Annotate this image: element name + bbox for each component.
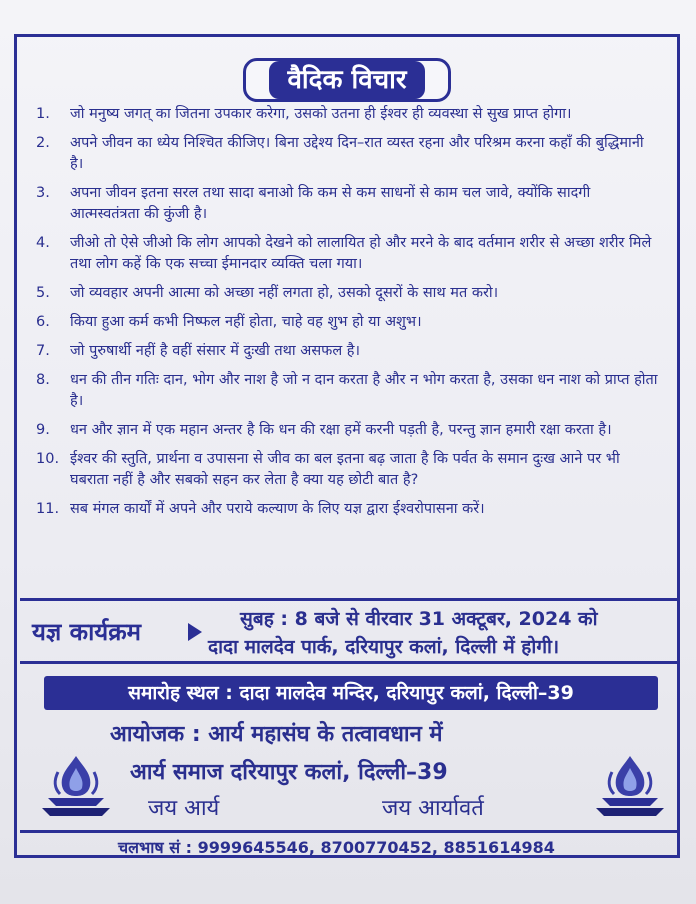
thought-item (30, 133, 660, 175)
thought-item (30, 420, 660, 441)
thought-item (30, 283, 660, 304)
thought-text: जो पुरुषार्थी नहीं है वहीं संसार में दुःखी तथा असफल है। (70, 343, 360, 359)
thought-text: किया हुआ कर्म कभी निष्फल नहीं होता, चाहे वह शुभ हो या अशुभ। (70, 314, 422, 330)
thought-item (30, 312, 660, 333)
thought-number: 8. (36, 372, 50, 388)
thought-item (30, 449, 660, 491)
thought-number: 6. (36, 314, 50, 330)
thought-text: अपने जीवन का ध्येय निश्चित कीजिए। बिना उद्देश्य दिन–रात व्यस्त रहना और परिश्रम करना कहाँ की बुद्धिमानी है। (70, 135, 644, 172)
thought-item (30, 104, 660, 125)
thought-text: जीओ तो ऐसे जीओ कि लोग आपको देखने को लालायित हो और मरने के बाद वर्तमान शरीर से अच्छा शरीर मिले तथा लोग कहें कि एक सच्चा ईमानदार व्यक्ति चला गया। (70, 235, 652, 272)
thought-number: 2. (36, 135, 50, 151)
thought-number: 3. (36, 185, 50, 201)
thought-number: 11. (36, 501, 60, 517)
slogan-right: जय आर्यावर्त (382, 796, 484, 821)
thought-item (30, 341, 660, 362)
yagya-time: सुबह : 8 बजे से वीरवार 31 अक्टूबर, 2024 को (240, 608, 598, 630)
thought-text: धन की तीन गतिः दान, भोग और नाश है जो न दान करता है और न भोग करता है, उसका धन नाश को प्राप्त होता है। (70, 372, 658, 409)
thought-text: जो मनुष्य जगत् का जितना उपकार करेगा, उसको उतना ही ईश्वर ही व्यवस्था से सुख प्राप्त होगा। (70, 106, 572, 122)
organizer-line-1: आयोजक : आर्य महासंघ के तत्वावधान में (110, 722, 443, 747)
venue-banner: समारोह स्थल : दादा मालदेव मन्दिर, दरियापुर कलां, दिल्ली–39 (44, 676, 658, 710)
thought-text: ईश्वर की स्तुति, प्रार्थना व उपासना से जीव का बल इतना बढ़ जाता है कि पर्वत के समान दुःख आने पर भी घबराता नहीं है और सबको सहन कर लेता है क्या यह छोटी बात है? (70, 451, 620, 488)
thought-item (30, 233, 660, 275)
havan-kund-icon (38, 752, 114, 822)
yagya-label: यज्ञ कार्यक्रम (32, 618, 142, 646)
thought-item (30, 370, 660, 412)
slogan-left: जय आर्य (148, 796, 220, 821)
yagya-program (20, 598, 678, 664)
thought-item (30, 499, 660, 520)
thought-item (30, 183, 660, 225)
arrow-right-icon (188, 623, 202, 641)
thought-text: अपना जीवन इतना सरल तथा सादा बनाओ कि कम से कम साधनों से काम चल जावे, क्योंकि सादगी आत्मस्वतंत्रता की कुंजी है। (70, 185, 591, 222)
thought-number: 9. (36, 422, 50, 438)
title-box (243, 58, 451, 102)
thought-text: सब मंगल कार्यों में अपने और पराये कल्याण के लिए यज्ञ द्वारा ईश्वरोपासना करें। (70, 501, 485, 517)
page-title: वैदिक विचार (269, 61, 424, 99)
thought-number: 7. (36, 343, 50, 359)
thought-text: धन और ज्ञान में एक महान अन्तर है कि धन की रक्षा हमें करनी पड़ती है, परन्तु ज्ञान हमारी रक्षा करता है। (70, 422, 612, 438)
thought-number: 10. (36, 451, 60, 467)
thought-number: 4. (36, 235, 50, 251)
thought-text: जो व्यवहार अपनी आत्मा को अच्छा नहीं लगता हो, उसको दूसरों के साथ मत करो। (70, 285, 499, 301)
vedic-thoughts-list (30, 104, 660, 528)
thought-number: 5. (36, 285, 50, 301)
havan-kund-icon (592, 752, 668, 822)
organizer-line-2: आर्य समाज दरियापुर कलां, दिल्ली–39 (130, 760, 448, 785)
yagya-place: दादा मालदेव पार्क, दरियापुर कलां, दिल्ली में होगी। (208, 636, 560, 658)
thought-number: 1. (36, 106, 50, 122)
phone-numbers: चलभाष सं : 9999645546, 8700770452, 8851614984 (118, 838, 555, 857)
